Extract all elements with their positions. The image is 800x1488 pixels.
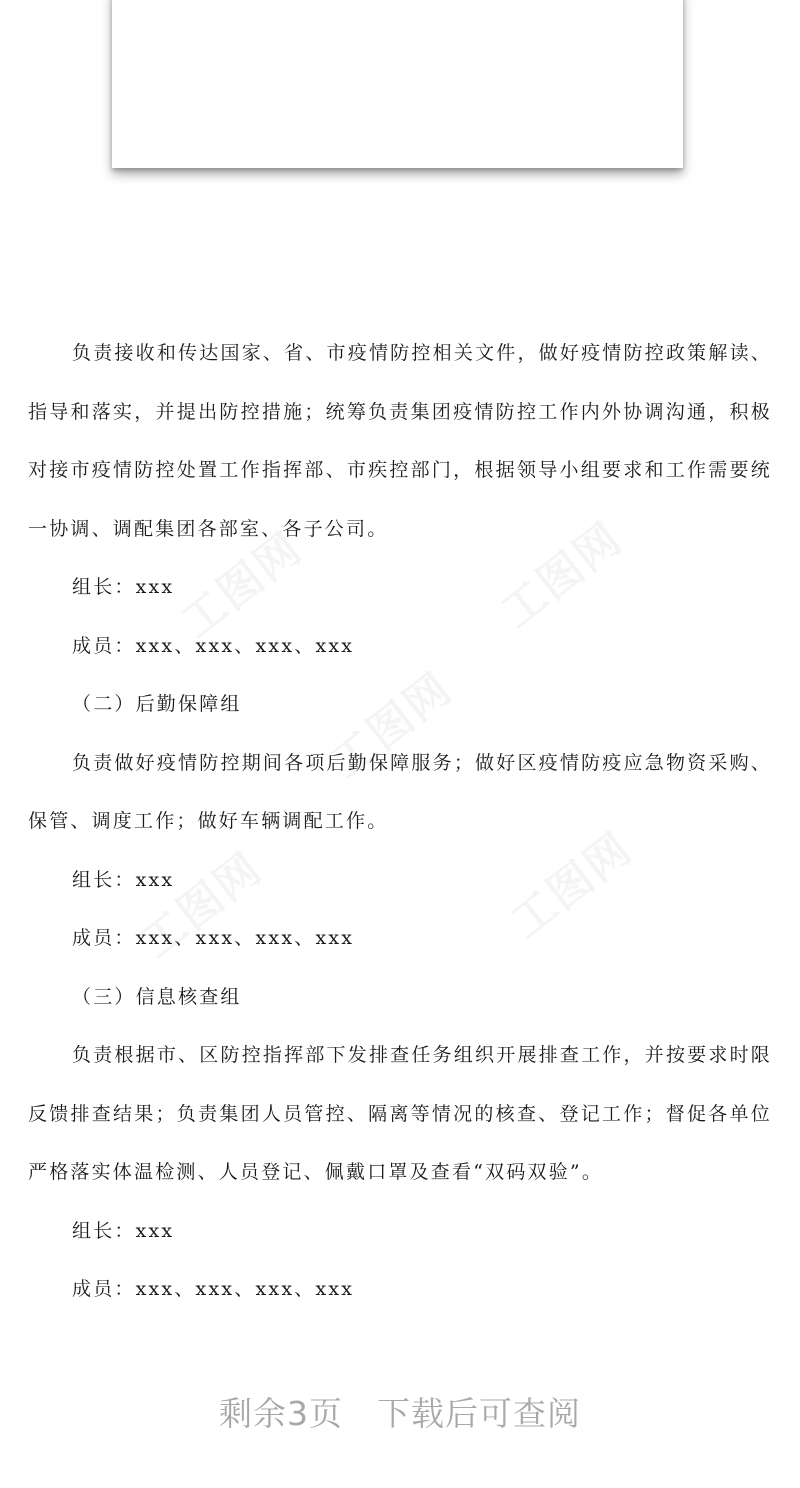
paragraph-group-leader: 组长：xxx	[72, 868, 175, 891]
paragraph-leadership-duties: 负责接收和传达国家、省、市疫情防控相关文件，做好疫情防控政策解读、指导和落实，并提出防控措施；统筹负责集团疫情防控工作内外协调沟通，积极对接市疫情防控处置工作指挥部、市疾控部门，根据领导小组要求和工作需要统一协调、调配集团各部室、各子公司。	[28, 342, 772, 540]
paragraph-group-members: 成员：xxx、xxx、xxx、xxx	[72, 927, 355, 949]
section-heading-info-check: （三）信息核查组	[72, 985, 242, 1008]
previous-page-card	[112, 0, 683, 168]
paragraph-group-members: 成员：xxx、xxx、xxx、xxx	[72, 1278, 355, 1300]
paragraph-group-leader: 组长：xxx	[72, 1219, 175, 1242]
section-heading-logistics: （二）后勤保障组	[72, 693, 242, 715]
paragraph-info-check-duties: 负责根据市、区防控指挥部下发排查任务组织开展排查工作，并按要求时限反馈排查结果；负责集团人员管控、隔离等情况的核查、登记工作；督促各单位严格落实体温检测、人员登记、佩戴口罩及查看“双码双验”。	[28, 1044, 772, 1183]
paragraph-group-members: 成员：xxx、xxx、xxx、xxx	[72, 634, 355, 657]
paragraph-group-leader: 组长：xxx	[72, 576, 175, 598]
document-body	[28, 324, 772, 1319]
paragraph-logistics-duties: 负责做好疫情防控期间各项后勤保障服务；做好区疫情防疫应急物资采购、保管、调度工作；做好车辆调配工作。	[28, 751, 772, 832]
remaining-pages-notice[interactable]: 剩余3页 下载后可查阅	[219, 1394, 581, 1433]
